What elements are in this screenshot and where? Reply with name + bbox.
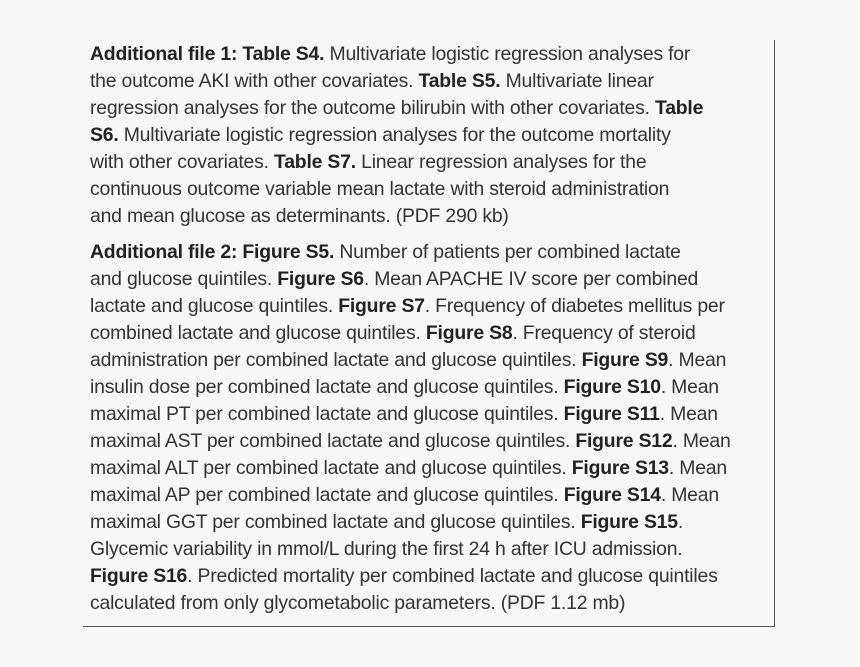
bold-label: Figure S16 xyxy=(90,565,188,587)
text-run: . Mean xyxy=(668,349,727,371)
text-line xyxy=(90,266,770,293)
text-run: . Frequency of steroid xyxy=(512,322,696,344)
text-run: administration per combined lactate and glucose quintiles. xyxy=(90,349,582,371)
bold-label: Figure S14 xyxy=(563,484,661,506)
bold-label: S6. xyxy=(90,124,119,146)
text-line xyxy=(90,482,770,509)
text-run: . Mean xyxy=(660,484,719,506)
additional-file-1-paragraph xyxy=(90,41,770,230)
text-line xyxy=(90,563,770,590)
text-line xyxy=(90,68,770,95)
text-run: lactate and glucose quintiles. xyxy=(90,295,339,317)
text-run: Multivariate linear xyxy=(500,70,654,92)
bold-label: Figure S15 xyxy=(580,511,678,533)
text-line xyxy=(90,176,770,203)
text-line xyxy=(90,401,770,428)
text-line xyxy=(90,320,770,347)
bold-label: Figure S11 xyxy=(563,403,660,425)
bold-label: Figure S10 xyxy=(563,376,661,398)
bold-label: Figure S8 xyxy=(425,322,513,344)
bold-label: Table S5. xyxy=(418,70,501,92)
text-run: . Mean APACHE IV score per combined xyxy=(363,268,699,290)
text-line xyxy=(90,455,770,482)
text-run: maximal AP per combined lactate and glucose quintiles. xyxy=(90,484,564,506)
bold-label: Additional file 2: Figure S5. xyxy=(90,241,335,263)
bold-label: Figure S13 xyxy=(571,457,669,479)
bold-label: Figure S6 xyxy=(277,268,364,290)
text-run: maximal ALT per combined lactate and glucose quintiles. xyxy=(90,457,572,479)
text-run: maximal GGT per combined lactate and glucose quintiles. xyxy=(90,511,581,533)
text-line xyxy=(90,149,770,176)
text-line xyxy=(90,41,770,68)
bold-label: Figure S9 xyxy=(581,349,669,371)
bold-label: Table xyxy=(654,97,704,119)
text-line xyxy=(90,536,770,563)
text-line xyxy=(90,203,770,230)
text-run: calculated from only glycometabolic parameters. (PDF 1.12 mb) xyxy=(90,592,626,614)
text-line xyxy=(90,590,770,617)
text-run: Multivariate logistic regression analyses for xyxy=(324,43,691,65)
text-run: Multivariate logistic regression analyses for the outcome mortality xyxy=(118,124,671,146)
text-line xyxy=(90,293,770,320)
text-run: combined lactate and glucose quintiles. xyxy=(90,322,426,344)
text-run: the outcome AKI with other covariates. xyxy=(90,70,419,92)
text-run: and mean glucose as determinants. (PDF 290 kb) xyxy=(90,205,509,227)
text-line xyxy=(90,239,770,266)
additional-file-2-paragraph xyxy=(90,239,770,617)
bold-label: Additional file 1: Table S4. xyxy=(90,43,325,65)
text-run: . Frequency of diabetes mellitus per xyxy=(424,295,725,317)
text-run: . Predicted mortality per combined lactate and glucose quintiles xyxy=(187,565,718,587)
bold-label: Table S7. xyxy=(274,151,356,173)
text-run: . Mean xyxy=(672,430,731,452)
text-line xyxy=(90,347,770,374)
text-run: maximal PT per combined lactate and glucose quintiles. xyxy=(90,403,564,425)
text-run: insulin dose per combined lactate and glucose quintiles. xyxy=(90,376,564,398)
text-run: . Mean xyxy=(659,403,718,425)
text-run: Glycemic variability in mmol/L during the first 24 h after ICU admission. xyxy=(90,538,683,560)
text-run: Number of patients per combined lactate xyxy=(334,241,681,263)
text-line xyxy=(90,428,770,455)
text-run: . Mean xyxy=(668,457,727,479)
text-line xyxy=(90,374,770,401)
bold-label: Figure S7 xyxy=(338,295,425,317)
text-run: . xyxy=(677,511,684,533)
text-line xyxy=(90,95,770,122)
text-run: and glucose quintiles. xyxy=(90,268,278,290)
text-run: regression analyses for the outcome bilirubin with other covariates. xyxy=(90,97,655,119)
text-run: with other covariates. xyxy=(90,151,275,173)
bold-label: Figure S12 xyxy=(575,430,673,452)
text-run: maximal AST per combined lactate and glucose quintiles. xyxy=(90,430,576,452)
text-run: Linear regression analyses for the xyxy=(355,151,647,173)
text-line xyxy=(90,509,770,536)
text-line xyxy=(90,122,770,149)
text-run: continuous outcome variable mean lactate with steroid administration xyxy=(90,178,670,200)
text-run: . Mean xyxy=(660,376,719,398)
